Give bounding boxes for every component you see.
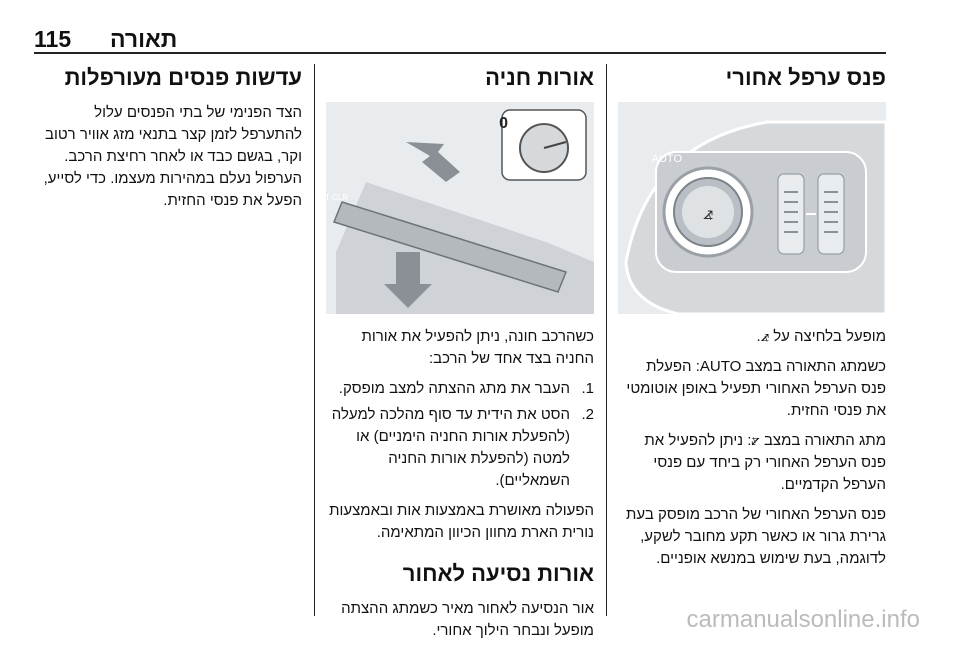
- parking-paragraph-1: כשהרכב חונה, ניתן להפעיל את אורות החניה בצד אחד של הרכב:: [361, 328, 594, 367]
- page-header-title: תאורה: [110, 26, 178, 52]
- parking-paragraph-2: הפעולה מאושרת באמצעות אות ובאמצעות נורית הארת מחוון הכיוון המתאימה.: [329, 502, 594, 541]
- column-divider-left: [314, 64, 315, 616]
- parking-steps-list: [326, 378, 594, 492]
- rear-fog-paragraph-2: כשמתג התאורה במצב AUTO: הפעלת פנס הערפל האחורי תפעיל באופן אוטומטי את פנסי החזית.: [626, 358, 886, 419]
- light-switch-illustration: [618, 102, 886, 314]
- reset-label: RESET CLR: [303, 193, 348, 202]
- page-number: 115: [34, 26, 72, 52]
- section-heading-rear-fog: פנס ערפל אחורי: [725, 65, 886, 90]
- column-fogged-lenses: [34, 64, 302, 220]
- fog-symbol-icon: ⦩: [702, 203, 714, 224]
- list-item: [326, 378, 594, 400]
- fogged-lenses-paragraph: הצד הפנימי של בתי הפנסים עלול להתערפל לזמן קצר בתנאי מזג אוויר רטוב וקר, בגשם כבד או לאחר רחיצת הרכב. הערפול נעלם במהירות מעצמו. כדי לסייע, הפעל את פנסי החזית.: [43, 104, 302, 209]
- watermark: carmanualsonline.info: [686, 606, 920, 633]
- section-heading-parking-lights: אורות חניה: [485, 65, 594, 90]
- step-number: 2.: [581, 406, 594, 423]
- rear-fog-paragraph-1: מופעל בלחיצה על ⦩.: [756, 328, 886, 345]
- ignition-position-label: 0: [499, 115, 508, 132]
- figure-light-switch: [618, 102, 886, 314]
- rear-fog-paragraph-4: פנס הערפל האחורי של הרכב מופסק בעת גרירת גרור או כאשר תקע מחובר לשקע, לדוגמה, בעת שימוש במנשא אופניים.: [626, 506, 886, 567]
- parking-lever-illustration: [303, 102, 594, 314]
- header-rule: [34, 52, 886, 54]
- figure-turn-lever: [303, 102, 594, 314]
- column-divider-right: [606, 64, 607, 616]
- step-text: העבר את מתג ההצתה למצב מופסק.: [338, 380, 570, 397]
- reversing-paragraph: אור הנסיעה לאחור מאיר כשמתג ההצתה מופעל ונבחר הילוך אחורי.: [341, 600, 594, 639]
- column-parking-lights: [303, 64, 594, 650]
- step-number: 1.: [581, 380, 594, 397]
- auto-label: AUTO: [651, 153, 682, 165]
- section-heading-fogged-lenses: עדשות פנסים מעורפלות: [64, 65, 302, 90]
- section-heading-reversing-lights: אורות נסיעה לאחור: [402, 561, 594, 586]
- column-rear-fog-light: [618, 64, 886, 578]
- rear-fog-paragraph-3: מתג התאורה במצב ⦪: ניתן להפעיל את פנס הערפל האחורי רק ביחד עם פנסי הערפל הקדמיים.: [644, 432, 886, 493]
- step-text: הסט את הידית עד סוף מהלכה למעלה (להפעלת אורות החניה הימניים) או למטה (להפעלת אורות החניה השמאליים).: [331, 406, 570, 489]
- list-item: [326, 404, 594, 492]
